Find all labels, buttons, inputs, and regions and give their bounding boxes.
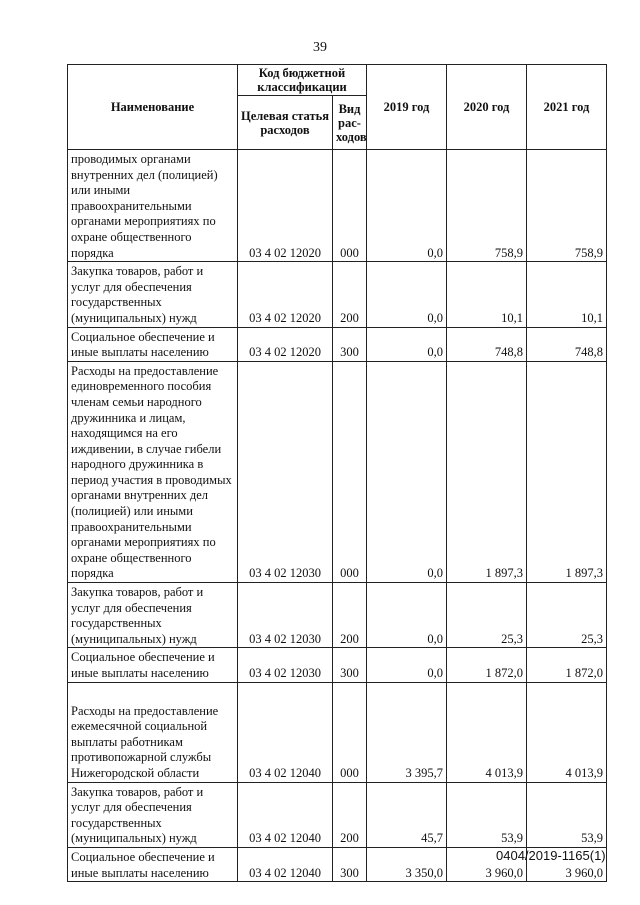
row-code: 03 4 02 12040: [238, 782, 333, 847]
row-name: Расходы на предоставление единовременного пособия членам семьи народного дружинника и лицам, находящимся на его иждивении, в случае гибели народного дружинника в период участия в проводимых органами внутренних дел (полицией) или иными правоохранительными органами мероприятиях по охране общественного порядка: [68, 361, 238, 582]
value-2020: 4 013,9: [447, 682, 527, 782]
table-row: [68, 361, 607, 582]
row-name: Социальное обеспечение и иные выплаты населению: [68, 648, 238, 682]
value-2020: 53,9: [447, 782, 527, 847]
value-2019: 45,7: [367, 782, 447, 847]
value-2021: 25,3: [527, 583, 607, 648]
value-2019: 0,0: [367, 583, 447, 648]
row-code: 03 4 02 12030: [238, 583, 333, 648]
row-type: 200: [333, 782, 367, 847]
table-row: [68, 682, 607, 782]
value-2020: 758,9: [447, 150, 527, 262]
value-2021: 3 960,0: [527, 847, 607, 881]
table-row: [68, 782, 607, 847]
row-name: Закупка товаров, работ и услуг для обеспечения государственных (муниципальных) нужд: [68, 262, 238, 327]
row-name: Расходы на предоставление ежемесячной социальной выплаты работникам противопожарной службы Нижегородской области: [68, 682, 238, 782]
row-code: 03 4 02 12020: [238, 327, 333, 361]
row-code: 03 4 02 12030: [238, 361, 333, 582]
table-row: [68, 648, 607, 682]
row-code: 03 4 02 12020: [238, 262, 333, 327]
value-2021: 1 897,3: [527, 361, 607, 582]
row-type: 000: [333, 361, 367, 582]
row-type: 300: [333, 648, 367, 682]
table-row: [68, 262, 607, 327]
value-2020: 3 960,0: [447, 847, 527, 881]
header-type: Вид рас- ходов: [333, 96, 367, 150]
table-row: [68, 150, 607, 262]
value-2021: 748,8: [527, 327, 607, 361]
value-2021: 758,9: [527, 150, 607, 262]
header-2021: 2021 год: [527, 65, 607, 150]
row-name: Закупка товаров, работ и услуг для обеспечения государственных (муниципальных) нужд: [68, 782, 238, 847]
row-name: Социальное обеспечение и иные выплаты населению: [68, 327, 238, 361]
row-code: 03 4 02 12040: [238, 847, 333, 881]
header-2020: 2020 год: [447, 65, 527, 150]
value-2020: 25,3: [447, 583, 527, 648]
table-row: [68, 583, 607, 648]
value-2021: 53,9: [527, 782, 607, 847]
value-2019: 0,0: [367, 262, 447, 327]
page-number: 39: [313, 40, 327, 55]
header-target: Целевая статья расходов: [238, 96, 333, 150]
row-code: 03 4 02 12020: [238, 150, 333, 262]
value-2021: 10,1: [527, 262, 607, 327]
value-2020: 1 897,3: [447, 361, 527, 582]
row-type: 300: [333, 847, 367, 881]
value-2019: 0,0: [367, 361, 447, 582]
row-name: проводимых органами внутренних дел (полицией) или иными правоохранительными органами мероприятиях по охране общественного порядка: [68, 150, 238, 262]
value-2020: 10,1: [447, 262, 527, 327]
header-name: Наименование: [68, 65, 238, 150]
row-type: 200: [333, 262, 367, 327]
row-name: Социальное обеспечение и иные выплаты населению: [68, 847, 238, 881]
row-type: 000: [333, 682, 367, 782]
value-2019: 0,0: [367, 150, 447, 262]
value-2019: 0,0: [367, 327, 447, 361]
value-2019: 0,0: [367, 648, 447, 682]
row-type: 000: [333, 150, 367, 262]
row-name: Закупка товаров, работ и услуг для обеспечения государственных (муниципальных) нужд: [68, 583, 238, 648]
header-code-group: Код бюджетной классификации: [238, 65, 367, 96]
row-code: 03 4 02 12040: [238, 682, 333, 782]
row-type: 200: [333, 583, 367, 648]
value-2020: 1 872,0: [447, 648, 527, 682]
header-2019: 2019 год: [367, 65, 447, 150]
value-2019: 3 350,0: [367, 847, 447, 881]
row-code: 03 4 02 12030: [238, 648, 333, 682]
value-2020: 748,8: [447, 327, 527, 361]
row-type: 300: [333, 327, 367, 361]
document-code: 0404/2019-1165(1): [496, 848, 606, 863]
value-2021: 1 872,0: [527, 648, 607, 682]
value-2019: 3 395,7: [367, 682, 447, 782]
value-2021: 4 013,9: [527, 682, 607, 782]
budget-table: [67, 64, 607, 882]
table-row: [68, 327, 607, 361]
